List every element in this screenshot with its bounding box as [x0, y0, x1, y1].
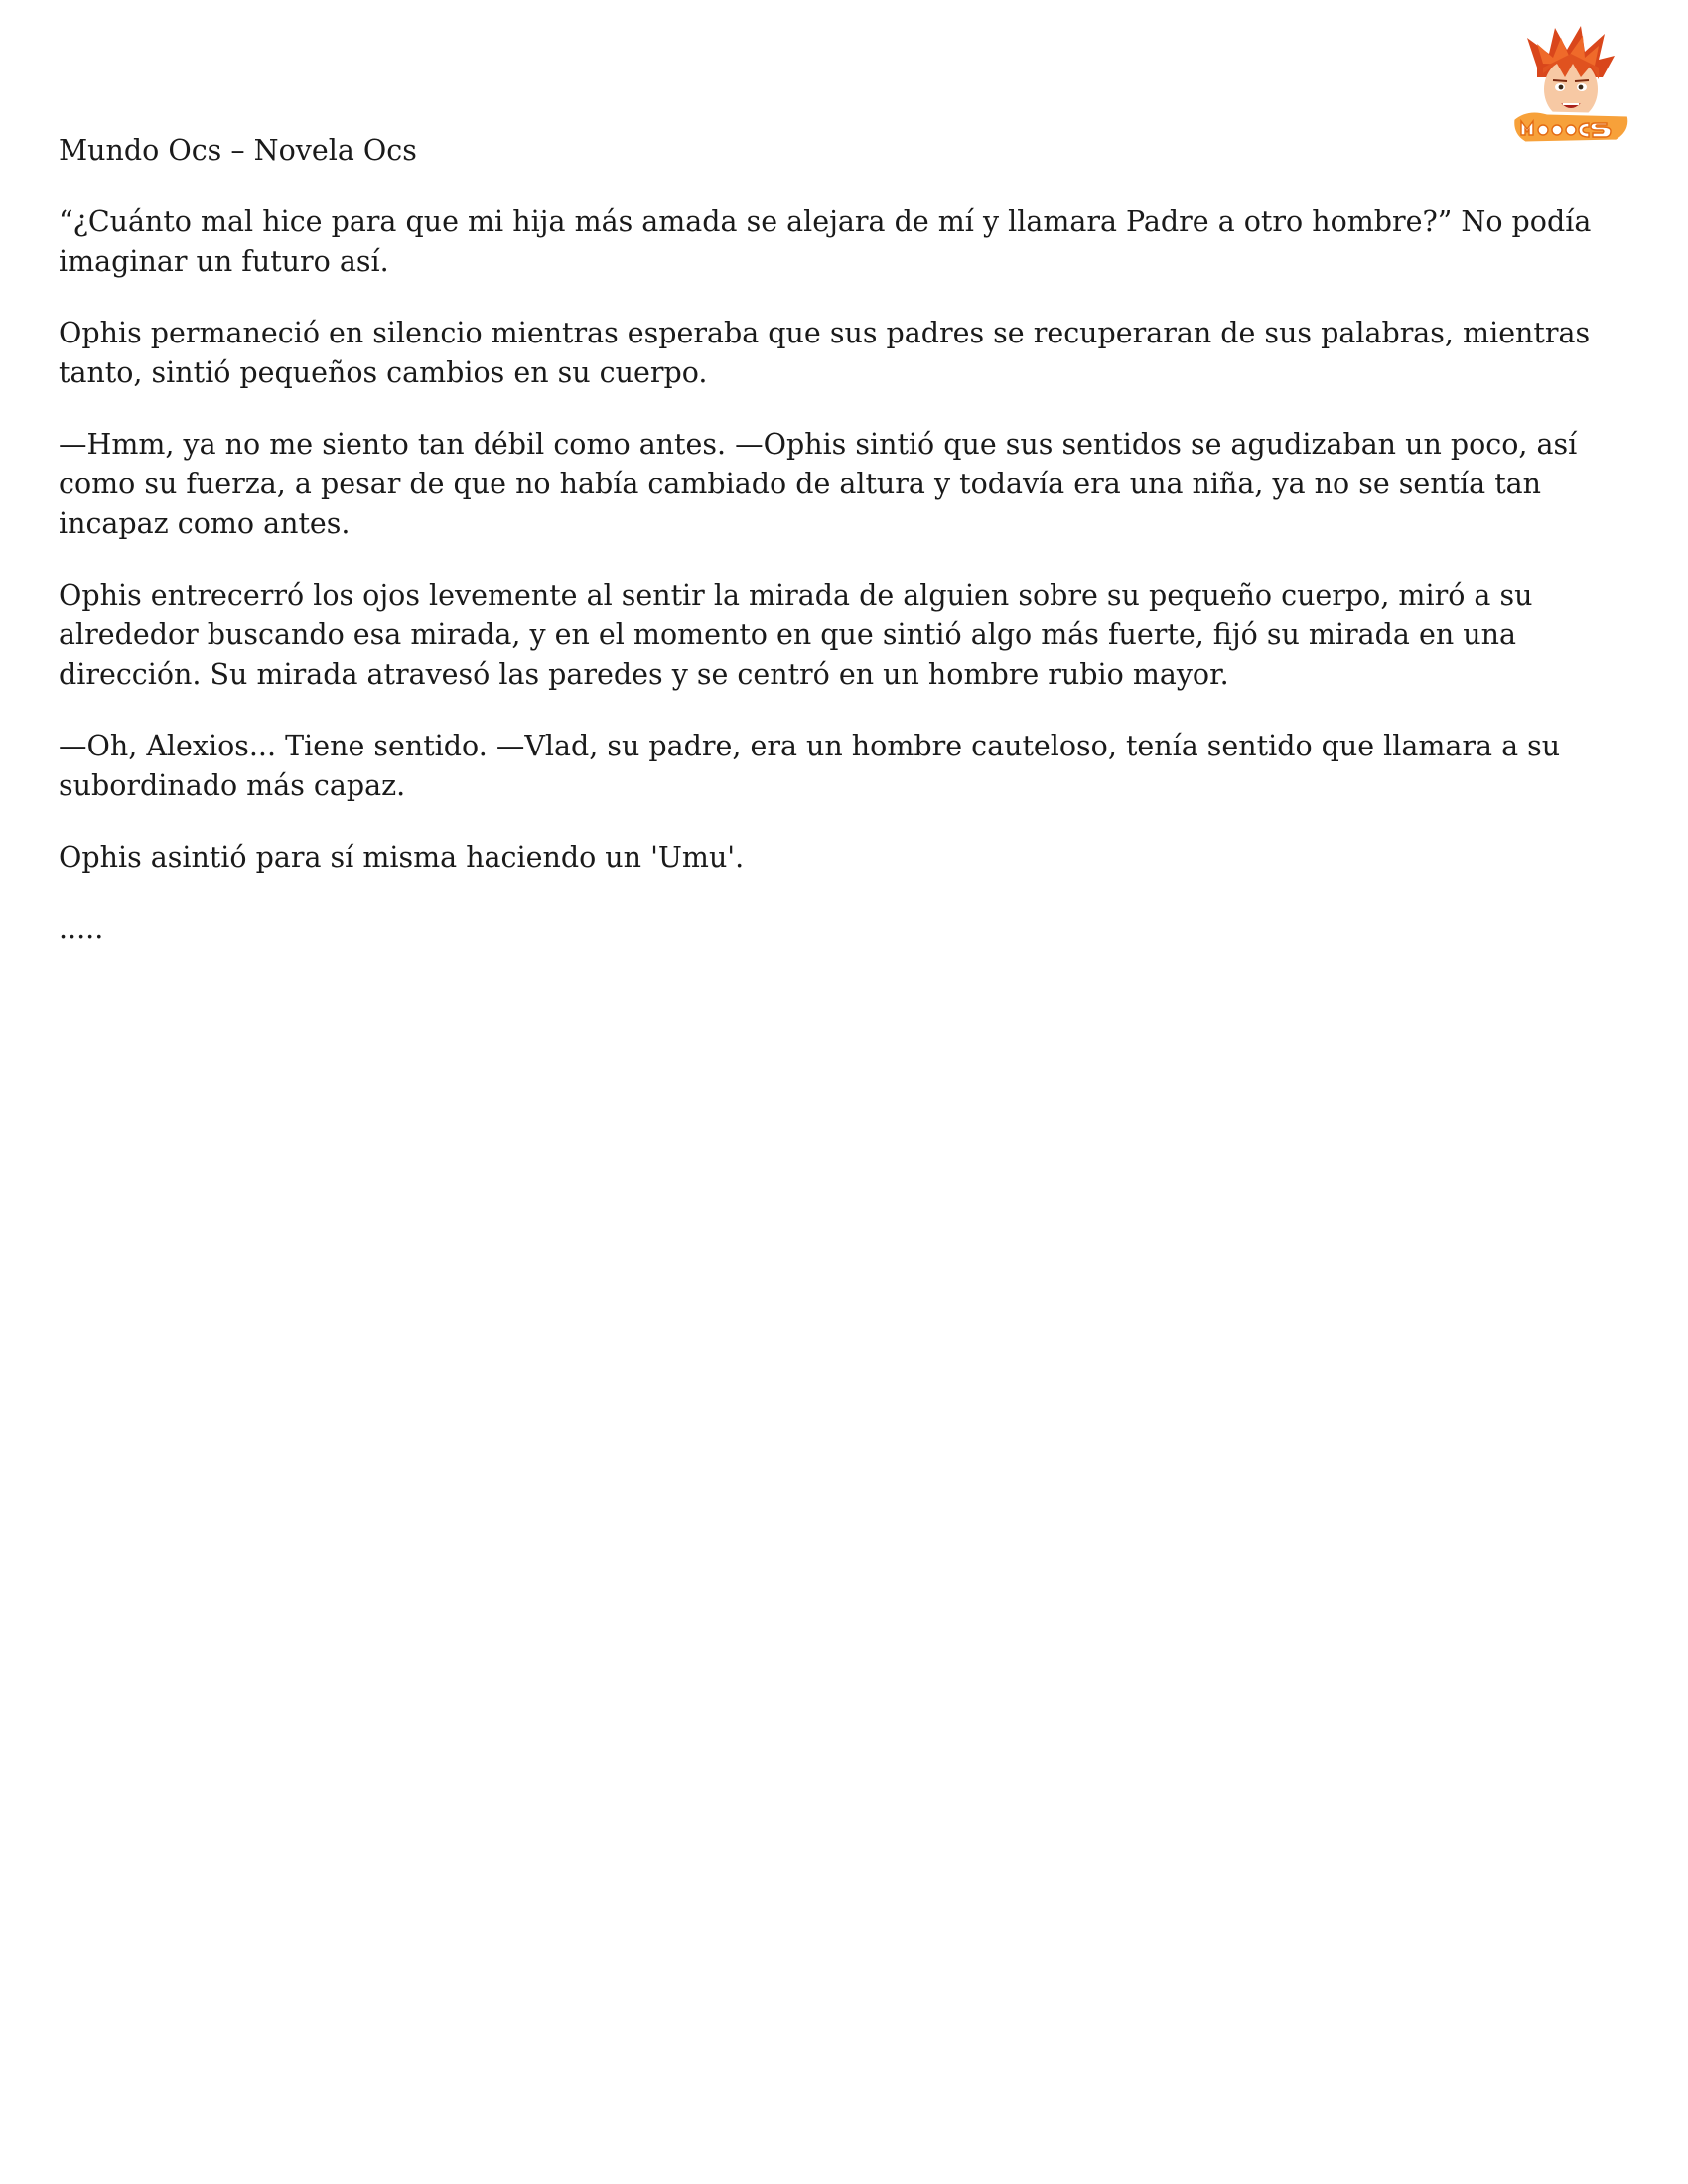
paragraph: Ophis asintió para sí misma haciendo un 'Umu'.	[59, 841, 745, 874]
paragraph: —Hmm, ya no me siento tan débil como antes. —Ophis sintió que sus sentidos se agudizaban un poco, así como su fuerza, a pesar de que no había cambiado de altura y todavía era una niña, ya no se sentía tan incapaz como antes.	[59, 428, 1578, 540]
paragraph: Ophis entrecerró los ojos levemente al sentir la mirada de alguien sobre su pequeño cuerpo, miró a su alrededor buscando esa mirada, y en el momento en que sintió algo más fuerte, fijó su mirada en una dirección. Su mirada atravesó las paredes y se centró en un hombre rubio mayor.	[59, 579, 1533, 691]
document-body	[59, 131, 1642, 981]
scene-break: .....	[59, 912, 104, 945]
paragraph: —Oh, Alexios... Tiene sentido. —Vlad, su padre, era un hombre cauteloso, tenía sentido que llamara a su subordinado más capaz.	[59, 730, 1561, 802]
page-header: Mundo Ocs – Novela Ocs	[59, 134, 417, 167]
paragraph: “¿Cuánto mal hice para que mi hija más amada se alejara de mí y llamara Padre a otro hombre?” No podía imaginar un futuro así.	[59, 205, 1592, 278]
paragraph: Ophis permaneció en silencio mientras esperaba que sus padres se recuperaran de sus palabras, mientras tanto, sintió pequeños cambios en su cuerpo.	[59, 317, 1591, 389]
